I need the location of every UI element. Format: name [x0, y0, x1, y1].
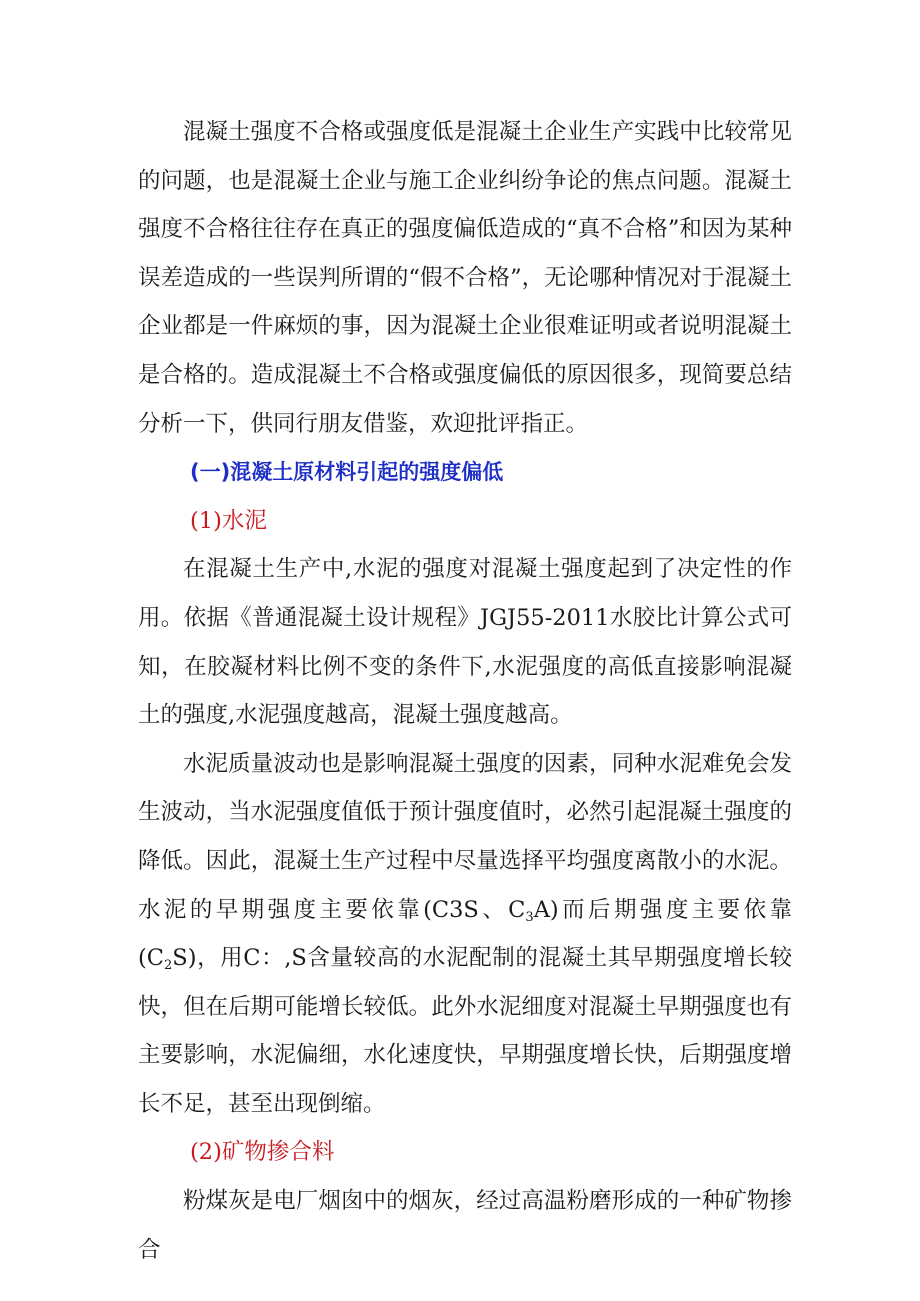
cement-paragraph-2-part1: 水泥质量波动也是影响混凝土强度的因素，同种水泥难免会发生波动，当水泥强度值低于预计强度值时，必然引起混凝土强度的降低。因此，混凝土生产过程中尽量选择平均强度离散小的水泥。水泥的早期强度主要依靠(C3S、C — [138, 750, 792, 923]
section-heading-raw-materials: (一)混凝土原材料引起的强度偏低 — [190, 460, 504, 485]
document-body — [138, 108, 792, 1274]
subheading-cement: (1)水泥 — [190, 507, 267, 534]
cement-paragraph-2-part2: A)而后期强度主要依靠(C — [138, 896, 792, 972]
subheading-mineral-admixture: (2)矿物掺合料 — [190, 1139, 335, 1166]
subscript-2: 2 — [164, 958, 173, 974]
cement-paragraph-1: 在混凝土生产中,水泥的强度对混凝土强度起到了决定性的作用。依据《普通混凝土设计规程》JGJ55-2011水胶比计算公式可知，在胶凝材料比例不变的条件下,水泥强度的高低直接影响混凝土的强度,水泥强度越高，混凝土强度越高。 — [138, 556, 792, 729]
subscript-3: 3 — [525, 909, 534, 925]
intro-paragraph: 混凝土强度不合格或强度低是混凝土企业生产实践中比较常见的问题，也是混凝土企业与施工企业纠纷争论的焦点问题。混凝土强度不合格往往存在真正的强度偏低造成的“真不合格”和因为某种误差造成的一些误判所谓的“假不合格”，无论哪种情况对于混凝土企业都是一件麻烦的事，因为混凝土企业很难证明或者说明混凝土是合格的。造成混凝土不合格或强度偏低的原因很多，现简要总结分析一下，供同行朋友借鉴，欢迎批评指正。 — [138, 119, 792, 437]
cement-paragraph-2-part3: S)，用C：,S含量较高的水泥配制的混凝土其早期强度增长较快，但在后期可能增长较低。此外水泥细度对混凝土早期强度也有主要影响，水泥偏细，水化速度快，早期强度增长快，后期强度增长不足，甚至出现倒缩。 — [138, 945, 792, 1117]
flyash-paragraph: 粉煤灰是电厂烟囱中的烟灰，经过高温粉磨形成的一种矿物掺合 — [138, 1188, 792, 1263]
cement-paragraph-2 — [138, 740, 792, 1129]
